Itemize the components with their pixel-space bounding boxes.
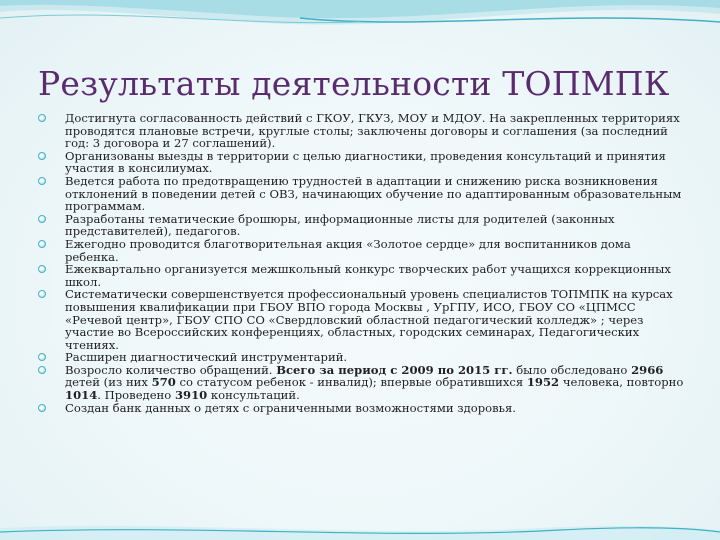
item-text: Расширен диагностический инструментарий. — [65, 350, 348, 365]
item-text: Разработаны тематические брошюры, информационные листы для родителей (законных представителей), педагогов. — [65, 211, 615, 239]
slide-title: Результаты деятельности ТОПМПК — [38, 64, 670, 103]
circle-bullet-icon — [38, 404, 46, 412]
circle-bullet-icon — [38, 366, 46, 374]
item-text: Создан банк данных о детях с ограниченными возможностями здоровья. — [65, 400, 516, 415]
stats-text-5: человека, повторно — [559, 375, 684, 390]
circle-bullet-icon — [38, 240, 46, 248]
list-item — [38, 263, 688, 288]
item-text: Систематически совершенствуется профессиональный уровень специалистов ТОПМПК на курсах повышения квалификации при ГБОУ ВПО города Москвы , УрГПУ, ИСО, ГБОУ СО «ЦПМСС «Речевой центр», ГБОУ СПО СО «Свердловский областной педагогический колледж» ; через участие во Всероссийских конференциях, областных, городских семинарах, Педагогических чтениях. — [65, 287, 673, 352]
item-text: Организованы выезды в территории с целью диагностики, проведения консультаций и принятия участия в консилиумах. — [65, 148, 666, 176]
item-text: Ежеквартально организуется межшкольный конкурс творческих работ учащихся коррекционных школ. — [65, 262, 671, 289]
list-item — [38, 112, 688, 150]
list-item — [38, 288, 688, 351]
bottom-wave-decoration — [0, 518, 720, 540]
item-text: Ежегодно проводится благотворительная акция «Золотое сердце» для воспитанников дома ребенка. — [65, 236, 631, 264]
circle-bullet-icon — [38, 152, 46, 160]
list-item-statistics — [38, 364, 688, 402]
list-item — [38, 150, 688, 175]
list-item — [38, 175, 688, 213]
stats-text-2: было обследовано — [512, 362, 632, 377]
stats-examined-count: 2966 — [631, 362, 664, 377]
stats-text-4: со статусом ребенок - инвалид); впервые обратившихся — [175, 375, 527, 390]
stats-text-1: Возросло количество обращений. — [65, 362, 277, 377]
bullet-list — [38, 112, 688, 414]
list-item — [38, 238, 688, 263]
stats-text-6: . Проведено — [97, 388, 175, 403]
circle-bullet-icon — [38, 215, 46, 223]
stats-repeat-count: 1014 — [65, 388, 98, 403]
circle-bullet-icon — [38, 114, 46, 122]
stats-text-3: детей (из них — [65, 375, 152, 390]
list-item — [38, 213, 688, 238]
circle-bullet-icon — [38, 290, 46, 298]
list-item — [38, 402, 688, 415]
stats-text-7: консультаций. — [207, 388, 300, 403]
circle-bullet-icon — [38, 353, 46, 361]
item-text: Достигнута согласованность действий с ГКОУ, ГКУЗ, МОУ и МДОУ. На закрепленных территориях проводятся плановые встречи, круглые столы; заключены договоры и соглашения (за последний год: 3 договора и 27 соглашений). — [65, 111, 680, 151]
circle-bullet-icon — [38, 265, 46, 273]
circle-bullet-icon — [38, 177, 46, 185]
item-text: Ведется работа по предотвращению трудностей в адаптации и снижению риска возникновения отклонений в поведении детей с ОВЗ, начинающих обучение по адаптированным образовательным программам. — [65, 173, 682, 214]
stats-period: Всего за период с 2009 по 2015 гг. — [276, 362, 513, 377]
stats-disabled-count: 570 — [151, 375, 176, 390]
stats-first-time-count: 1952 — [526, 375, 560, 390]
top-wave-decoration — [0, 0, 720, 40]
stats-consultations-count: 3910 — [174, 388, 208, 403]
